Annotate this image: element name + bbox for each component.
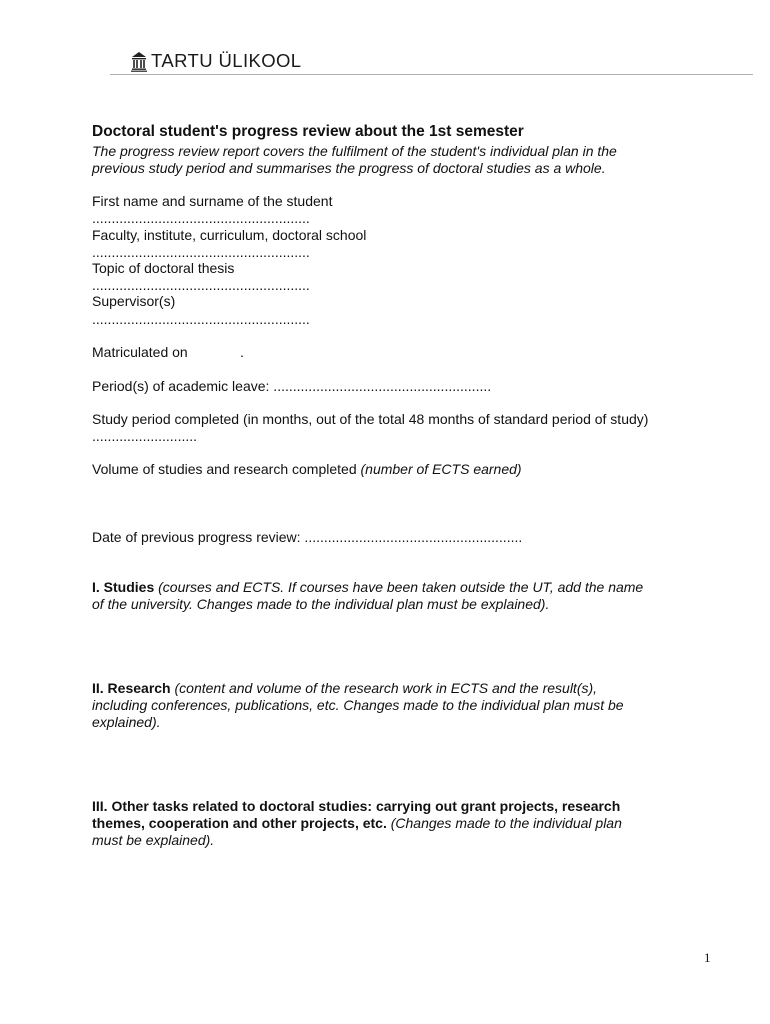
university-building-icon bbox=[131, 50, 147, 72]
intro-text-line-1: The progress review report covers the fulfilment of the student's individual plan in the bbox=[92, 143, 617, 159]
matriculated-label: Matriculated on bbox=[92, 344, 188, 360]
volume-of-studies-line bbox=[92, 461, 522, 478]
section-research-line-3: explained). bbox=[92, 714, 161, 730]
field-blank-thesis-topic[interactable]: ........................................................ bbox=[92, 277, 310, 293]
section-other-tasks-line-1: III. Other tasks related to doctoral studies: carrying out grant projects, research bbox=[92, 798, 621, 814]
section-other-tasks-note: (Changes made to the individual plan bbox=[386, 815, 622, 831]
header-divider bbox=[110, 74, 753, 75]
intro-text-line-2: previous study period and summarises the progress of doctoral studies as a whole. bbox=[92, 160, 606, 176]
page-number: 1 bbox=[704, 950, 711, 965]
section-research-line-1 bbox=[92, 680, 597, 697]
study-period-label: Study period completed (in months, out of the total 48 months of standard period of study) bbox=[92, 411, 649, 427]
section-research-line-2: including conferences, publications, etc. Changes made to the individual plan must be bbox=[92, 697, 624, 713]
academic-leave-field[interactable]: Period(s) of academic leave: ........................................................ bbox=[92, 378, 492, 394]
study-period-blank[interactable]: ........................... bbox=[92, 428, 198, 444]
field-label-student-name: First name and surname of the student bbox=[92, 193, 333, 209]
previous-review-field[interactable]: Date of previous progress review: ........................................................ bbox=[92, 529, 523, 545]
section-studies-line-2: of the university. Changes made to the individual plan must be explained). bbox=[92, 596, 550, 612]
header-logo bbox=[131, 50, 302, 72]
section-other-tasks-heading-end: themes, cooperation and other projects, etc. bbox=[92, 815, 387, 831]
field-label-thesis-topic: Topic of doctoral thesis bbox=[92, 260, 235, 276]
section-research-note: (content and volume of the research work in ECTS and the result(s), bbox=[170, 680, 598, 696]
section-other-tasks-line-3: must be explained). bbox=[92, 832, 215, 848]
section-other-tasks-line-2 bbox=[92, 815, 622, 832]
document-title: Doctoral student's progress review about the 1st semester bbox=[92, 123, 524, 140]
volume-label: Volume of studies and research completed bbox=[92, 461, 361, 477]
field-blank-student-name[interactable]: ........................................................ bbox=[92, 210, 310, 226]
matriculated-value[interactable]: . bbox=[240, 344, 244, 360]
section-studies-line-1 bbox=[92, 579, 643, 596]
field-blank-supervisors[interactable]: ........................................................ bbox=[92, 311, 310, 327]
field-blank-faculty[interactable]: ........................................................ bbox=[92, 244, 310, 260]
section-research-heading: II. Research bbox=[92, 680, 171, 696]
field-label-supervisors: Supervisor(s) bbox=[92, 293, 176, 309]
volume-note: (number of ECTS earned) bbox=[360, 461, 522, 477]
field-label-faculty: Faculty, institute, curriculum, doctoral school bbox=[92, 227, 367, 243]
section-studies-heading: I. Studies bbox=[92, 579, 155, 595]
section-studies-note: (courses and ECTS. If courses have been taken outside the UT, add the name bbox=[154, 579, 644, 595]
logo-text: TARTU ÜLIKOOL bbox=[151, 50, 302, 71]
